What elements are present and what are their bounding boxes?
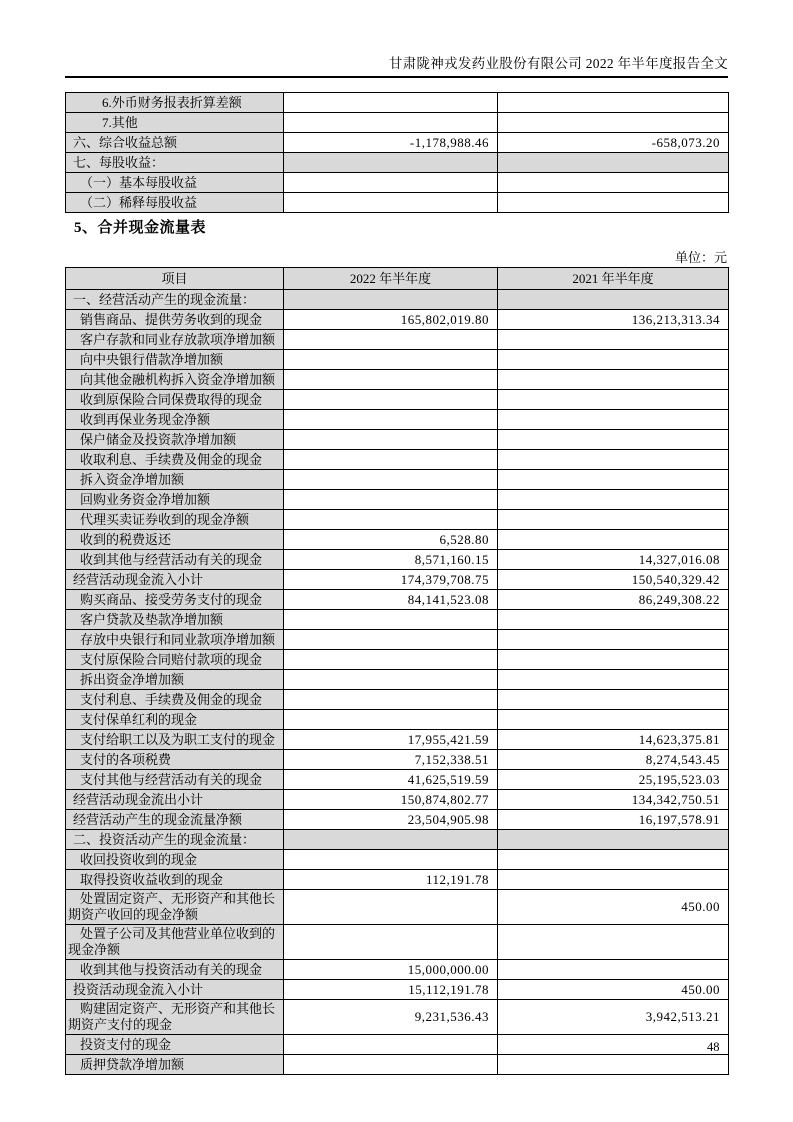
table-row bbox=[66, 133, 729, 153]
row-label: 购买商品、接受劳务支付的现金 bbox=[66, 590, 284, 610]
value-2022 bbox=[284, 710, 498, 730]
row-label: 收到的税费返还 bbox=[66, 530, 284, 550]
value-2022: 6,528.80 bbox=[284, 530, 498, 550]
value-2022: 15,112,191.78 bbox=[284, 980, 498, 1000]
table-row bbox=[66, 510, 729, 530]
row-label: 质押贷款净增加额 bbox=[66, 1055, 284, 1075]
value-2022: -1,178,988.46 bbox=[284, 133, 498, 153]
value-2021 bbox=[498, 610, 729, 630]
table-row bbox=[66, 113, 729, 133]
value-2021: 86,249,308.22 bbox=[498, 590, 729, 610]
value-2021 bbox=[498, 290, 729, 310]
value-2021: 25,195,523.03 bbox=[498, 770, 729, 790]
value-2022 bbox=[284, 1055, 498, 1075]
value-2022: 15,000,000.00 bbox=[284, 960, 498, 980]
row-label: 经营活动现金流出小计 bbox=[66, 790, 284, 810]
table-row bbox=[66, 173, 729, 193]
value-2021 bbox=[498, 530, 729, 550]
value-2022 bbox=[284, 173, 498, 193]
value-2021 bbox=[498, 193, 729, 213]
row-label: 七、每股收益： bbox=[66, 153, 284, 173]
value-2022 bbox=[284, 390, 498, 410]
income-statement-table bbox=[65, 92, 729, 213]
cash-flow-header-row bbox=[66, 268, 729, 290]
row-label: 收取利息、手续费及佣金的现金 bbox=[66, 450, 284, 470]
row-label: 向其他金融机构拆入资金净增加额 bbox=[66, 370, 284, 390]
value-2022 bbox=[284, 630, 498, 650]
table-row bbox=[66, 350, 729, 370]
table-row bbox=[66, 810, 729, 830]
value-2022 bbox=[284, 330, 498, 350]
value-2021 bbox=[498, 1035, 729, 1055]
section-heading: 5、合并现金流量表 bbox=[74, 220, 207, 236]
value-2021: 8,274,543.45 bbox=[498, 750, 729, 770]
table-row bbox=[66, 1035, 729, 1055]
value-2021 bbox=[498, 510, 729, 530]
value-2021: -658,073.20 bbox=[498, 133, 729, 153]
value-2022 bbox=[284, 153, 498, 173]
table-row bbox=[66, 1000, 729, 1035]
value-2022 bbox=[284, 650, 498, 670]
value-2021: 14,623,375.81 bbox=[498, 730, 729, 750]
row-label: 收到其他与经营活动有关的现金 bbox=[66, 550, 284, 570]
table-row bbox=[66, 1055, 729, 1075]
value-2021: 450.00 bbox=[498, 890, 729, 925]
row-label: 二、投资活动产生的现金流量： bbox=[66, 830, 284, 850]
row-label: 收到其他与投资活动有关的现金 bbox=[66, 960, 284, 980]
value-2021: 136,213,313.34 bbox=[498, 310, 729, 330]
value-2021 bbox=[498, 93, 729, 113]
row-label: 收到再保业务现金净额 bbox=[66, 410, 284, 430]
value-2022 bbox=[284, 350, 498, 370]
table-row bbox=[66, 330, 729, 350]
value-2021 bbox=[498, 330, 729, 350]
value-2021 bbox=[498, 630, 729, 650]
row-label: （二）稀释每股收益 bbox=[66, 193, 284, 213]
row-label: 一、经营活动产生的现金流量： bbox=[66, 290, 284, 310]
value-2021 bbox=[498, 410, 729, 430]
table-row bbox=[66, 650, 729, 670]
row-label: 支付保单红利的现金 bbox=[66, 710, 284, 730]
value-2021: 16,197,578.91 bbox=[498, 810, 729, 830]
value-2021: 14,327,016.08 bbox=[498, 550, 729, 570]
value-2022 bbox=[284, 430, 498, 450]
table-row bbox=[66, 690, 729, 710]
value-2022 bbox=[284, 470, 498, 490]
value-2021 bbox=[498, 370, 729, 390]
value-2021 bbox=[498, 470, 729, 490]
column-header-item: 项目 bbox=[66, 268, 284, 290]
row-label: 支付给职工以及为职工支付的现金 bbox=[66, 730, 284, 750]
row-label: 6.外币财务报表折算差额 bbox=[66, 93, 284, 113]
value-2022: 23,504,905.98 bbox=[284, 810, 498, 830]
value-2022: 41,625,519.59 bbox=[284, 770, 498, 790]
row-label: 回购业务资金净增加额 bbox=[66, 490, 284, 510]
table-row bbox=[66, 490, 729, 510]
value-2022 bbox=[284, 450, 498, 470]
table-row bbox=[66, 730, 729, 750]
row-label: 销售商品、提供劳务收到的现金 bbox=[66, 310, 284, 330]
row-label: 支付原保险合同赔付款项的现金 bbox=[66, 650, 284, 670]
value-2022 bbox=[284, 93, 498, 113]
unit-label: 单位：元 bbox=[674, 250, 727, 265]
value-2021: 150,540,329.42 bbox=[498, 570, 729, 590]
value-2021 bbox=[498, 173, 729, 193]
row-label: 7.其他 bbox=[66, 113, 284, 133]
value-2022 bbox=[284, 925, 498, 960]
row-label: 支付利息、手续费及佣金的现金 bbox=[66, 690, 284, 710]
row-label: （一）基本每股收益 bbox=[66, 173, 284, 193]
column-header-2021: 2021 年半年度 bbox=[498, 268, 729, 290]
value-2021 bbox=[498, 430, 729, 450]
value-2022 bbox=[284, 890, 498, 925]
row-label: 支付的各项税费 bbox=[66, 750, 284, 770]
value-2022: 150,874,802.77 bbox=[284, 790, 498, 810]
value-2021 bbox=[498, 450, 729, 470]
value-2021 bbox=[498, 960, 729, 980]
value-2022 bbox=[284, 1035, 498, 1055]
section-row bbox=[66, 290, 729, 310]
value-2022 bbox=[284, 370, 498, 390]
value-2022 bbox=[284, 193, 498, 213]
row-label: 代理买卖证券收到的现金净额 bbox=[66, 510, 284, 530]
value-2022 bbox=[284, 670, 498, 690]
table-row bbox=[66, 850, 729, 870]
value-2022 bbox=[284, 610, 498, 630]
value-2021 bbox=[498, 710, 729, 730]
table-row bbox=[66, 870, 729, 890]
row-label: 客户存款和同业存放款项净增加额 bbox=[66, 330, 284, 350]
value-2022: 112,191.78 bbox=[284, 870, 498, 890]
value-2022: 84,141,523.08 bbox=[284, 590, 498, 610]
value-2022 bbox=[284, 850, 498, 870]
value-2021 bbox=[498, 1055, 729, 1075]
value-2022 bbox=[284, 290, 498, 310]
row-label: 支付其他与经营活动有关的现金 bbox=[66, 770, 284, 790]
value-2021 bbox=[498, 490, 729, 510]
row-label: 收到原保险合同保费取得的现金 bbox=[66, 390, 284, 410]
value-2022: 174,379,708.75 bbox=[284, 570, 498, 590]
table-row bbox=[66, 550, 729, 570]
table-row bbox=[66, 390, 729, 410]
section-row bbox=[66, 153, 729, 173]
value-2021: 450.00 bbox=[498, 980, 729, 1000]
value-2021 bbox=[498, 670, 729, 690]
row-label: 取得投资收益收到的现金 bbox=[66, 870, 284, 890]
row-label: 六、综合收益总额 bbox=[66, 133, 284, 153]
page-number: 48 bbox=[707, 1040, 720, 1054]
row-label: 拆出资金净增加额 bbox=[66, 670, 284, 690]
table-row bbox=[66, 750, 729, 770]
row-label: 收回投资收到的现金 bbox=[66, 850, 284, 870]
value-2021 bbox=[498, 850, 729, 870]
value-2022 bbox=[284, 830, 498, 850]
value-2022: 9,231,536.43 bbox=[284, 1000, 498, 1035]
row-label: 经营活动现金流入小计 bbox=[66, 570, 284, 590]
table-row bbox=[66, 430, 729, 450]
row-label: 拆入资金净增加额 bbox=[66, 470, 284, 490]
table-row bbox=[66, 370, 729, 390]
row-label: 处置子公司及其他营业单位收到的现金净额 bbox=[66, 925, 284, 960]
value-2022 bbox=[284, 113, 498, 133]
row-label: 投资支付的现金 bbox=[66, 1035, 284, 1055]
table-row bbox=[66, 310, 729, 330]
row-label: 经营活动产生的现金流量净额 bbox=[66, 810, 284, 830]
header-rule bbox=[65, 76, 728, 78]
value-2021 bbox=[498, 650, 729, 670]
value-2022: 8,571,160.15 bbox=[284, 550, 498, 570]
table-row bbox=[66, 570, 729, 590]
document-header-title: 甘肃陇神戎发药业股份有限公司 2022 年半年度报告全文 bbox=[388, 56, 728, 71]
table-row bbox=[66, 790, 729, 810]
value-2022: 7,152,338.51 bbox=[284, 750, 498, 770]
cash-flow-table bbox=[65, 267, 729, 1075]
table-row bbox=[66, 530, 729, 550]
table-row bbox=[66, 93, 729, 113]
table-row bbox=[66, 710, 729, 730]
table-row bbox=[66, 470, 729, 490]
table-row bbox=[66, 925, 729, 960]
value-2022 bbox=[284, 410, 498, 430]
row-label: 投资活动现金流入小计 bbox=[66, 980, 284, 1000]
table-row bbox=[66, 630, 729, 650]
value-2021 bbox=[498, 690, 729, 710]
value-2021 bbox=[498, 390, 729, 410]
value-2021 bbox=[498, 925, 729, 960]
value-2022 bbox=[284, 690, 498, 710]
table-row bbox=[66, 450, 729, 470]
value-2022: 165,802,019.80 bbox=[284, 310, 498, 330]
table-row bbox=[66, 770, 729, 790]
row-label: 购建固定资产、无形资产和其他长期资产支付的现金 bbox=[66, 1000, 284, 1035]
section-row bbox=[66, 830, 729, 850]
table-row bbox=[66, 590, 729, 610]
value-2021: 3,942,513.21 bbox=[498, 1000, 729, 1035]
column-header-2022: 2022 年半年度 bbox=[284, 268, 498, 290]
value-2021 bbox=[498, 350, 729, 370]
value-2021 bbox=[498, 830, 729, 850]
table-row bbox=[66, 410, 729, 430]
row-label: 存放中央银行和同业款项净增加额 bbox=[66, 630, 284, 650]
table-row bbox=[66, 670, 729, 690]
row-label: 保户储金及投资款净增加额 bbox=[66, 430, 284, 450]
row-label: 处置固定资产、无形资产和其他长期资产收回的现金净额 bbox=[66, 890, 284, 925]
value-2022: 17,955,421.59 bbox=[284, 730, 498, 750]
value-2022 bbox=[284, 510, 498, 530]
value-2021: 134,342,750.51 bbox=[498, 790, 729, 810]
row-label: 向中央银行借款净增加额 bbox=[66, 350, 284, 370]
table-row bbox=[66, 193, 729, 213]
row-label: 客户贷款及垫款净增加额 bbox=[66, 610, 284, 630]
table-row bbox=[66, 890, 729, 925]
value-2021 bbox=[498, 870, 729, 890]
table-row bbox=[66, 610, 729, 630]
value-2021 bbox=[498, 113, 729, 133]
value-2022 bbox=[284, 490, 498, 510]
table-row bbox=[66, 960, 729, 980]
value-2021 bbox=[498, 153, 729, 173]
table-row bbox=[66, 980, 729, 1000]
